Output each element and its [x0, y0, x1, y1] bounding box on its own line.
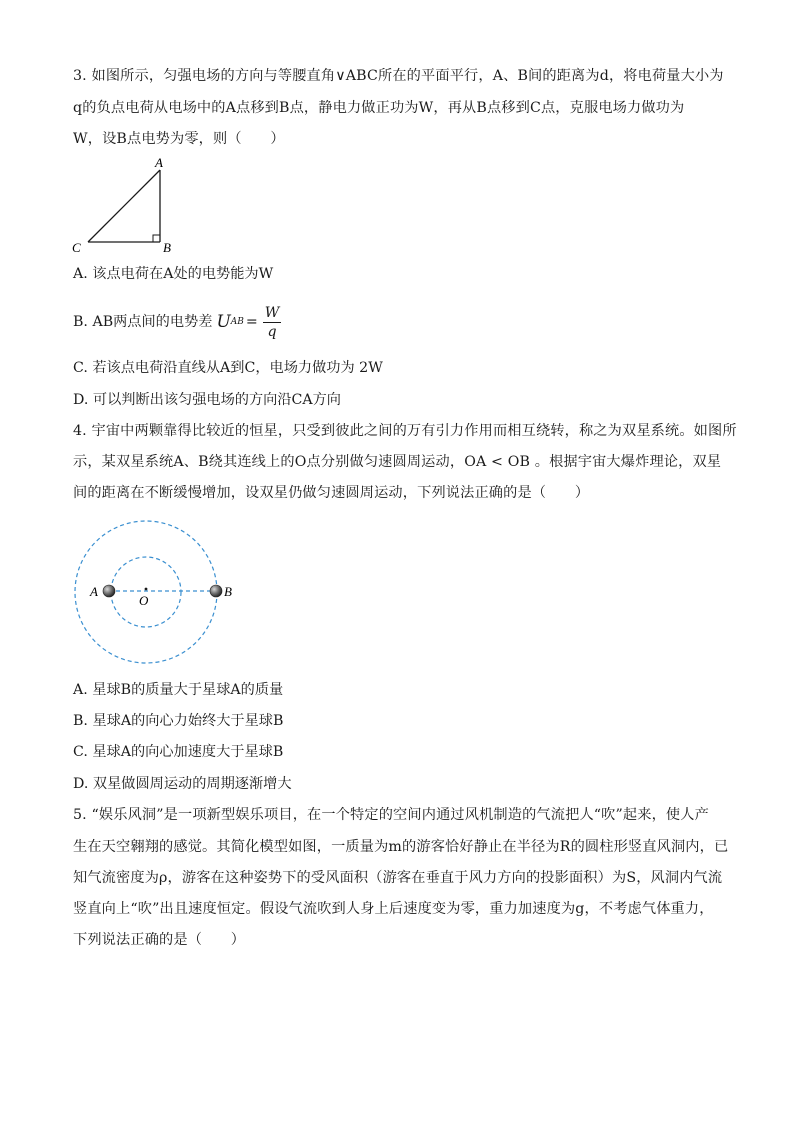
q5-stem-line-3: 知气流密度为ρ，游客在这种姿势下的受风面积（游客在垂直于风力方向的投影面积）为S，风洞内气流: [73, 870, 723, 886]
q4-stem-line-2: 示，某双星系统A、B绕其连线上的O点分别做匀速圆周运动，OA < OB 。根据宇宙大爆炸理论，双星: [73, 454, 722, 470]
q5-stem-line-1: 5. “娱乐风洞”是一项新型娱乐项目，在一个特定的空间内通过风机制造的气流把人“吹”起来，使人产: [73, 807, 709, 823]
center-point-o: [145, 588, 148, 591]
q3-triangle-figure: [66, 154, 186, 258]
label-c: C: [72, 240, 81, 255]
q3-option-b-prefix: B. AB两点间的电势差: [73, 314, 213, 330]
star-b: [210, 585, 222, 597]
fraction-w-over-q: [263, 304, 282, 341]
q4-stem-line-3: 间的距离在不断缓慢增加，设双星仍做匀速圆周运动，下列说法正确的是（ ）: [73, 485, 590, 501]
q3-option-a: A. 该点电荷在A处的电势能为W: [73, 266, 274, 282]
q4-stem-line-1: 4. 宇宙中两颗靠得比较近的恒星，只受到彼此之间的万有引力作用而相互绕转，称之为双星系统。如图所: [73, 423, 737, 439]
q3-option-c: C. 若该点电荷沿直线从A到C，电场力做功为 2W: [73, 360, 383, 376]
q3-stem-line-2: q的负点电荷从电场中的A点移到B点，静电力做正功为W，再从B点移到C点，克服电场力做功为: [73, 100, 685, 116]
q3-option-b: [73, 302, 281, 342]
equals-sign: =: [245, 314, 258, 330]
q4-option-c: C. 星球A的向心加速度大于星球B: [73, 744, 284, 760]
voltage-subscript: AB: [230, 317, 244, 327]
q5-stem-line-5: 下列说法正确的是（ ）: [73, 932, 246, 948]
fraction-numerator: W: [264, 304, 280, 321]
q4-binary-star-figure: [70, 516, 250, 668]
q5-stem-line-2: 生在天空翱翔的感觉。其简化模型如图，一质量为m的游客恰好静止在半径为R的圆柱形竖直风洞内，已: [73, 839, 729, 855]
right-angle-mark: [153, 235, 160, 242]
label-a: A: [90, 584, 98, 599]
voltage-symbol: U: [216, 312, 231, 332]
label-o: O: [139, 593, 149, 608]
label-b: B: [224, 584, 232, 599]
q4-option-b: B. 星球A的向心力始终大于星球B: [73, 713, 284, 729]
label-a: A: [155, 155, 163, 170]
fraction-denominator: q: [267, 323, 277, 340]
triangle-side-ca: [88, 170, 160, 242]
label-b: B: [163, 240, 171, 255]
q3-stem-line-3: W，设B点电势为零，则（ ）: [73, 131, 285, 147]
q4-option-d: D. 双星做圆周运动的周期逐渐增大: [73, 776, 292, 792]
inner-orbit: [111, 557, 181, 627]
star-a: [103, 585, 115, 597]
q4-option-a: A. 星球B的质量大于星球A的质量: [73, 682, 284, 698]
q3-stem-line-1: 3. 如图所示，匀强电场的方向与等腰直角∨ABC所在的平面平行，A、B间的距离为d，将电荷量大小为: [73, 68, 724, 84]
q5-stem-line-4: 竖直向上“吹”出且速度恒定。假设气流吹到人身上后速度变为零，重力加速度为g，不考虑气体重力，: [73, 901, 714, 917]
q3-option-d: D. 可以判断出该匀强电场的方向沿CA方向: [73, 392, 341, 408]
